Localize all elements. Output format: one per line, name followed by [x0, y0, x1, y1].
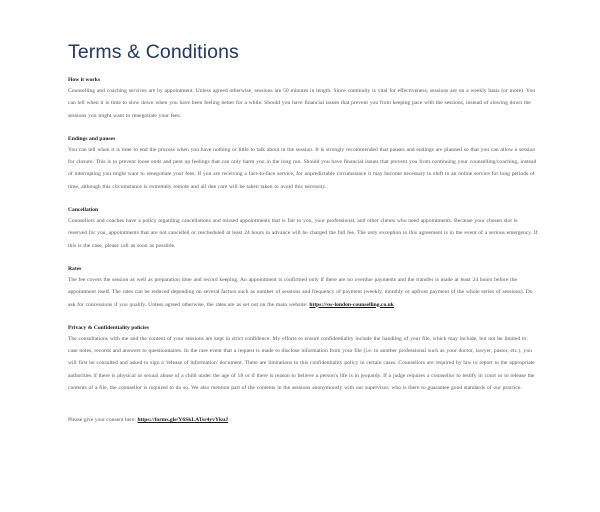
section-heading: How it works — [68, 77, 101, 83]
section-heading: Cancellation — [68, 207, 99, 214]
consent-line — [68, 414, 538, 426]
section-how-it-works — [68, 75, 538, 122]
section-rates — [68, 264, 538, 311]
section-privacy — [68, 323, 538, 394]
page-title: Terms & Conditions — [68, 41, 239, 63]
section-body: Counsellors and coaches have a policy regarding cancellations and missed appointments that is fair to you, your professional, and other clients who need appointments. Because your chosen slot is reserved for you, appointments that are not cancelled or rescheduled at least 24 hours in advance will be charged the full fee. The only exception to this agreement is in the event of a serious emergency. If this is the case, please call as soon as possible. — [68, 218, 538, 249]
section-cancellation — [68, 205, 538, 252]
website-link[interactable]: https://sw-london-counselling.co.uk — [309, 301, 394, 308]
section-heading: Rates — [68, 265, 82, 272]
section-body: Counselling and coaching services are by appointment. Unless agreed otherwise, sessions are 50 minutes in length. Since continuity is vital for effectiveness, sessions are on a weekly basis (or more). You can tell when it is time to slow down when you have been feeling better for a while. Should you have financial issues that prevent you from keeping pace with the sessions, instead of slowing down the sessions you might want to renegotiate your fees. — [68, 88, 536, 119]
terms-page — [68, 40, 538, 426]
section-body — [68, 274, 538, 311]
rates-text: The fee covers the session as well as preparation time and record keeping. An appointment is confirmed only if there are no overdue payments and the transfer is made at least 24 hours before the appointment itself. The rates can be reduced depending on several factors such as number of sessions and frequency of payment (weekly, monthly or upfront payment of the whole series of sessions). Do ask for concessions if you qualify. Unless agreed otherwise, the rates are as set out on the main website: — [68, 276, 533, 308]
section-body: The consultations with me and the content of your sessions are kept in strict confidence. My efforts to ensure confidentiality include the handling of your file, which may include, but not be limited to: case notes, records and answers to questionnaires. In the rare event that a request is made to disclose information from your file (i.e. to another professional such as your doctor, lawyer, pastor, etc.), you will first be consulted and asked to sign a 'release of information' document. There are limitations to this confidentiality policy in certain cases. Counsellors are required by law to report to the appropriate authorities if there is physical or sexual abuse of a child under the age of 18 or if there is reason to believe a person's life is in jeopardy. If a judge requires a counsellor to testify in court or to release the contents of a file, the counsellor is required to do so. We also mention part of the contents in the sessions anonymously with our supervisor, who is there to guarantee good standards of our practice. — [68, 335, 535, 392]
section-body: You can tell when it is time to end the process when you have nothing or little to talk about in the session. It is strongly recommended that pauses and endings are planned so that you can allow a session for closure. This is to prevent loose ends and pent up feelings that can only harm you in the long run. Should you have financial issues that prevent you from continuing your counselling/coaching, instead of interrupting you might want to renegotiate your fees. If you are receiving a face-to-face service, for unpredictable circumstance it may become necessary to shift to an online service for long periods of time, although this circumstance is extremely remote and all due care will be taken taken to avoid this necessity. — [68, 146, 537, 190]
section-heading: Privacy & Confidentiality policies — [68, 324, 149, 331]
consent-form-link[interactable]: https://forms.gle/Y6SkLATsr4yvYkuJ — [137, 417, 229, 424]
section-heading: Endings and pauses — [68, 135, 116, 142]
section-endings-and-pauses — [68, 134, 538, 193]
consent-text: Please give your consent here: — [68, 417, 138, 424]
